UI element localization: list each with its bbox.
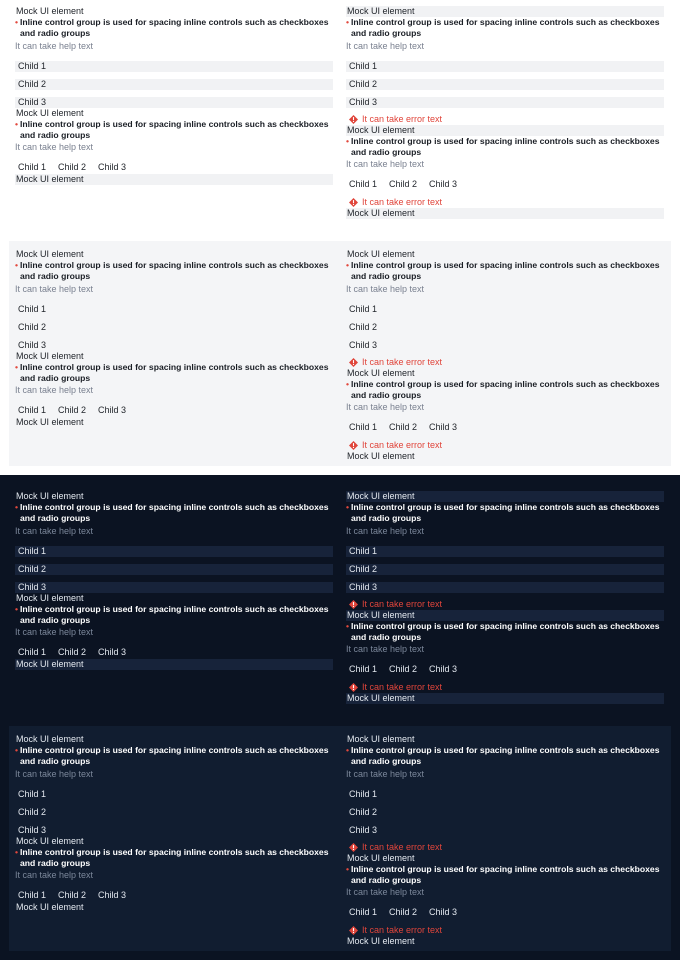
- column-right: [346, 6, 664, 219]
- child-1[interactable]: Child 1: [349, 664, 378, 675]
- child-3[interactable]: Child 3: [15, 97, 333, 108]
- required-indicator: •: [15, 502, 19, 512]
- help-text: It can take help text: [15, 525, 94, 536]
- child-1[interactable]: Child 1: [18, 162, 47, 173]
- help-text: It can take help text: [346, 525, 425, 536]
- required-indicator: •: [15, 260, 19, 270]
- inline-children: [15, 405, 333, 416]
- required-indicator: •: [15, 361, 19, 372]
- help-text: It can take help text: [346, 402, 425, 413]
- mock-ui-element: Mock UI element: [347, 367, 415, 378]
- child-1[interactable]: Child 1: [18, 890, 47, 901]
- mock-ui-element: Mock UI element: [16, 417, 84, 428]
- inline-children: [15, 647, 333, 658]
- mock-ui-element: Mock UI element: [347, 936, 415, 947]
- help-text: It can take help text: [346, 283, 425, 294]
- mock-ui-element: Mock UI element: [15, 174, 333, 185]
- mock-ui-element: Mock UI element: [16, 6, 84, 16]
- child-1[interactable]: Child 1: [15, 61, 333, 72]
- group-label: • Inline control group is used for spacing inline controls such as checkboxes and radio groups: [15, 17, 329, 39]
- required-indicator: •: [346, 745, 350, 755]
- stacked-children: [15, 546, 333, 593]
- child-1[interactable]: Child 1: [349, 179, 378, 190]
- child-2[interactable]: Child 2: [349, 321, 378, 332]
- inline-children: [15, 162, 333, 173]
- group-label: • Inline control group is used for spacing inline controls such as checkboxes and radio groups: [15, 260, 329, 282]
- child-2[interactable]: Child 2: [15, 564, 333, 575]
- help-text: It can take help text: [346, 40, 425, 51]
- child-3[interactable]: Child 3: [429, 907, 458, 918]
- help-text: It can take help text: [15, 283, 94, 294]
- child-1[interactable]: Child 1: [349, 788, 378, 799]
- section-dark: [0, 475, 680, 718]
- help-text: It can take help text: [346, 887, 425, 898]
- group-label: • Inline control group is used for spacing inline controls such as checkboxes and radio groups: [15, 361, 329, 383]
- help-text: It can take help text: [15, 768, 94, 779]
- stacked-children: [346, 789, 664, 836]
- mock-ui-element: Mock UI element: [16, 592, 84, 603]
- child-3[interactable]: Child 3: [98, 647, 127, 658]
- column-left: [15, 249, 333, 428]
- child-2[interactable]: Child 2: [389, 664, 418, 675]
- child-1[interactable]: Child 1: [18, 303, 47, 314]
- child-3[interactable]: Child 3: [18, 339, 47, 350]
- error-message: It can take error text: [346, 440, 664, 451]
- child-1[interactable]: Child 1: [349, 422, 378, 433]
- mock-ui-element: Mock UI element: [16, 902, 84, 913]
- stacked-children: [346, 546, 664, 593]
- error-diamond-icon: [349, 441, 358, 450]
- required-indicator: •: [346, 378, 350, 389]
- child-1[interactable]: Child 1: [18, 405, 47, 416]
- column-right: [346, 491, 664, 704]
- mock-ui-element: Mock UI element: [346, 693, 664, 704]
- column-right: [346, 734, 664, 947]
- child-3[interactable]: Child 3: [98, 890, 127, 901]
- mock-ui-element: Mock UI element: [347, 451, 415, 462]
- inline-children: [346, 179, 664, 190]
- mock-ui-element: Mock UI element: [16, 249, 84, 259]
- group-label: • Inline control group is used for spacing inline controls such as checkboxes and radio groups: [346, 745, 660, 767]
- group-label: • Inline control group is used for spacing inline controls such as checkboxes and radio groups: [346, 502, 660, 524]
- child-2[interactable]: Child 2: [389, 907, 418, 918]
- child-2[interactable]: Child 2: [18, 806, 47, 817]
- error-message: It can take error text: [346, 114, 664, 125]
- mock-ui-element: Mock UI element: [347, 249, 415, 259]
- column-left: [15, 6, 333, 185]
- stacked-children: [15, 61, 333, 108]
- inline-children: [346, 422, 664, 433]
- error-diamond-icon: [349, 683, 358, 692]
- group-label: • Inline control group is used for spacing inline controls such as checkboxes and radio groups: [15, 603, 329, 625]
- group-label: • Inline control group is used for spacing inline controls such as checkboxes and radio groups: [346, 378, 660, 400]
- section-dark-inset: [0, 718, 680, 960]
- group-label: • Inline control group is used for spacing inline controls such as checkboxes and radio groups: [346, 620, 660, 642]
- required-indicator: •: [15, 17, 19, 27]
- error-diamond-icon: [349, 926, 358, 935]
- group-label: • Inline control group is used for spacing inline controls such as checkboxes and radio groups: [15, 118, 329, 140]
- required-indicator: •: [346, 620, 350, 631]
- mock-ui-element: Mock UI element: [16, 107, 84, 118]
- mock-ui-element: Mock UI element: [346, 125, 664, 136]
- mock-ui-element: Mock UI element: [346, 610, 664, 621]
- required-indicator: •: [346, 17, 350, 27]
- error-message: It can take error text: [346, 599, 664, 610]
- child-3[interactable]: Child 3: [429, 422, 458, 433]
- required-indicator: •: [346, 863, 350, 874]
- help-text: It can take help text: [15, 870, 94, 881]
- help-text: It can take help text: [346, 159, 425, 170]
- column-left: [15, 734, 333, 913]
- child-2[interactable]: Child 2: [346, 79, 664, 90]
- mock-ui-element: Mock UI element: [347, 734, 415, 744]
- child-2[interactable]: Child 2: [349, 806, 378, 817]
- error-diamond-icon: [349, 198, 358, 207]
- child-2[interactable]: Child 2: [15, 79, 333, 90]
- help-text: It can take help text: [15, 385, 94, 396]
- mock-ui-element: Mock UI element: [16, 734, 84, 744]
- required-indicator: •: [15, 118, 19, 129]
- inline-children: [346, 907, 664, 918]
- required-indicator: •: [15, 603, 19, 614]
- child-3[interactable]: Child 3: [346, 582, 664, 593]
- stacked-children: [346, 304, 664, 351]
- error-message: It can take error text: [346, 842, 664, 853]
- help-text: It can take help text: [15, 142, 94, 153]
- required-indicator: •: [346, 260, 350, 270]
- help-text: It can take help text: [346, 768, 425, 779]
- error-diamond-icon: [349, 843, 358, 852]
- child-3[interactable]: Child 3: [349, 339, 378, 350]
- help-text: It can take help text: [15, 40, 94, 51]
- child-3[interactable]: Child 3: [346, 97, 664, 108]
- group-label: • Inline control group is used for spacing inline controls such as checkboxes and radio groups: [346, 135, 660, 157]
- error-message: It can take error text: [346, 925, 664, 936]
- child-3[interactable]: Child 3: [429, 179, 458, 190]
- help-text: It can take help text: [15, 627, 94, 638]
- child-3[interactable]: Child 3: [429, 664, 458, 675]
- column-right: [346, 249, 664, 462]
- child-2[interactable]: Child 2: [346, 564, 664, 575]
- group-label: • Inline control group is used for spacing inline controls such as checkboxes and radio groups: [15, 502, 329, 524]
- error-message: It can take error text: [346, 357, 664, 368]
- group-label: • Inline control group is used for spacing inline controls such as checkboxes and radio groups: [346, 17, 660, 39]
- required-indicator: •: [15, 745, 19, 755]
- child-2[interactable]: Child 2: [58, 162, 87, 173]
- child-3[interactable]: Child 3: [18, 824, 47, 835]
- child-1[interactable]: Child 1: [346, 546, 664, 557]
- section-light: [0, 0, 680, 238]
- mock-ui-element: Mock UI element: [346, 208, 664, 219]
- stacked-children: [15, 789, 333, 836]
- group-label: • Inline control group is used for spacing inline controls such as checkboxes and radio groups: [15, 745, 329, 767]
- stacked-children: [15, 304, 333, 351]
- child-1[interactable]: Child 1: [349, 303, 378, 314]
- child-1[interactable]: Child 1: [18, 647, 47, 658]
- mock-ui-element: Mock UI element: [16, 835, 84, 846]
- child-2[interactable]: Child 2: [389, 422, 418, 433]
- mock-ui-element: Mock UI element: [16, 491, 84, 501]
- mock-ui-element: Mock UI element: [16, 350, 84, 361]
- error-message: It can take error text: [346, 682, 664, 693]
- required-indicator: •: [346, 502, 350, 512]
- help-text: It can take help text: [346, 644, 425, 655]
- child-3[interactable]: Child 3: [98, 405, 127, 416]
- child-3[interactable]: Child 3: [15, 582, 333, 593]
- child-3[interactable]: Child 3: [98, 162, 127, 173]
- child-1[interactable]: Child 1: [346, 61, 664, 72]
- child-2[interactable]: Child 2: [58, 890, 87, 901]
- inline-children: [15, 890, 333, 901]
- mock-ui-element: Mock UI element: [346, 491, 664, 502]
- child-2[interactable]: Child 2: [58, 405, 87, 416]
- mock-ui-element: Mock UI element: [15, 659, 333, 670]
- group-label: • Inline control group is used for spacing inline controls such as checkboxes and radio groups: [346, 260, 660, 282]
- required-indicator: •: [346, 135, 350, 146]
- group-label: • Inline control group is used for spacing inline controls such as checkboxes and radio groups: [15, 846, 329, 868]
- error-message: It can take error text: [346, 197, 664, 208]
- child-3[interactable]: Child 3: [349, 824, 378, 835]
- group-label: • Inline control group is used for spacing inline controls such as checkboxes and radio groups: [346, 863, 660, 885]
- stacked-children: [346, 61, 664, 108]
- error-diamond-icon: [349, 600, 358, 609]
- column-left: [15, 491, 333, 670]
- inline-children: [346, 664, 664, 675]
- required-indicator: •: [15, 846, 19, 857]
- child-1[interactable]: Child 1: [18, 788, 47, 799]
- mock-ui-element: Mock UI element: [346, 6, 664, 17]
- child-1[interactable]: Child 1: [15, 546, 333, 557]
- mock-ui-element: Mock UI element: [347, 852, 415, 863]
- child-2[interactable]: Child 2: [18, 321, 47, 332]
- child-1[interactable]: Child 1: [349, 907, 378, 918]
- error-diamond-icon: [349, 358, 358, 367]
- child-2[interactable]: Child 2: [389, 179, 418, 190]
- section-light-inset: [0, 238, 680, 475]
- child-2[interactable]: Child 2: [58, 647, 87, 658]
- error-diamond-icon: [349, 115, 358, 124]
